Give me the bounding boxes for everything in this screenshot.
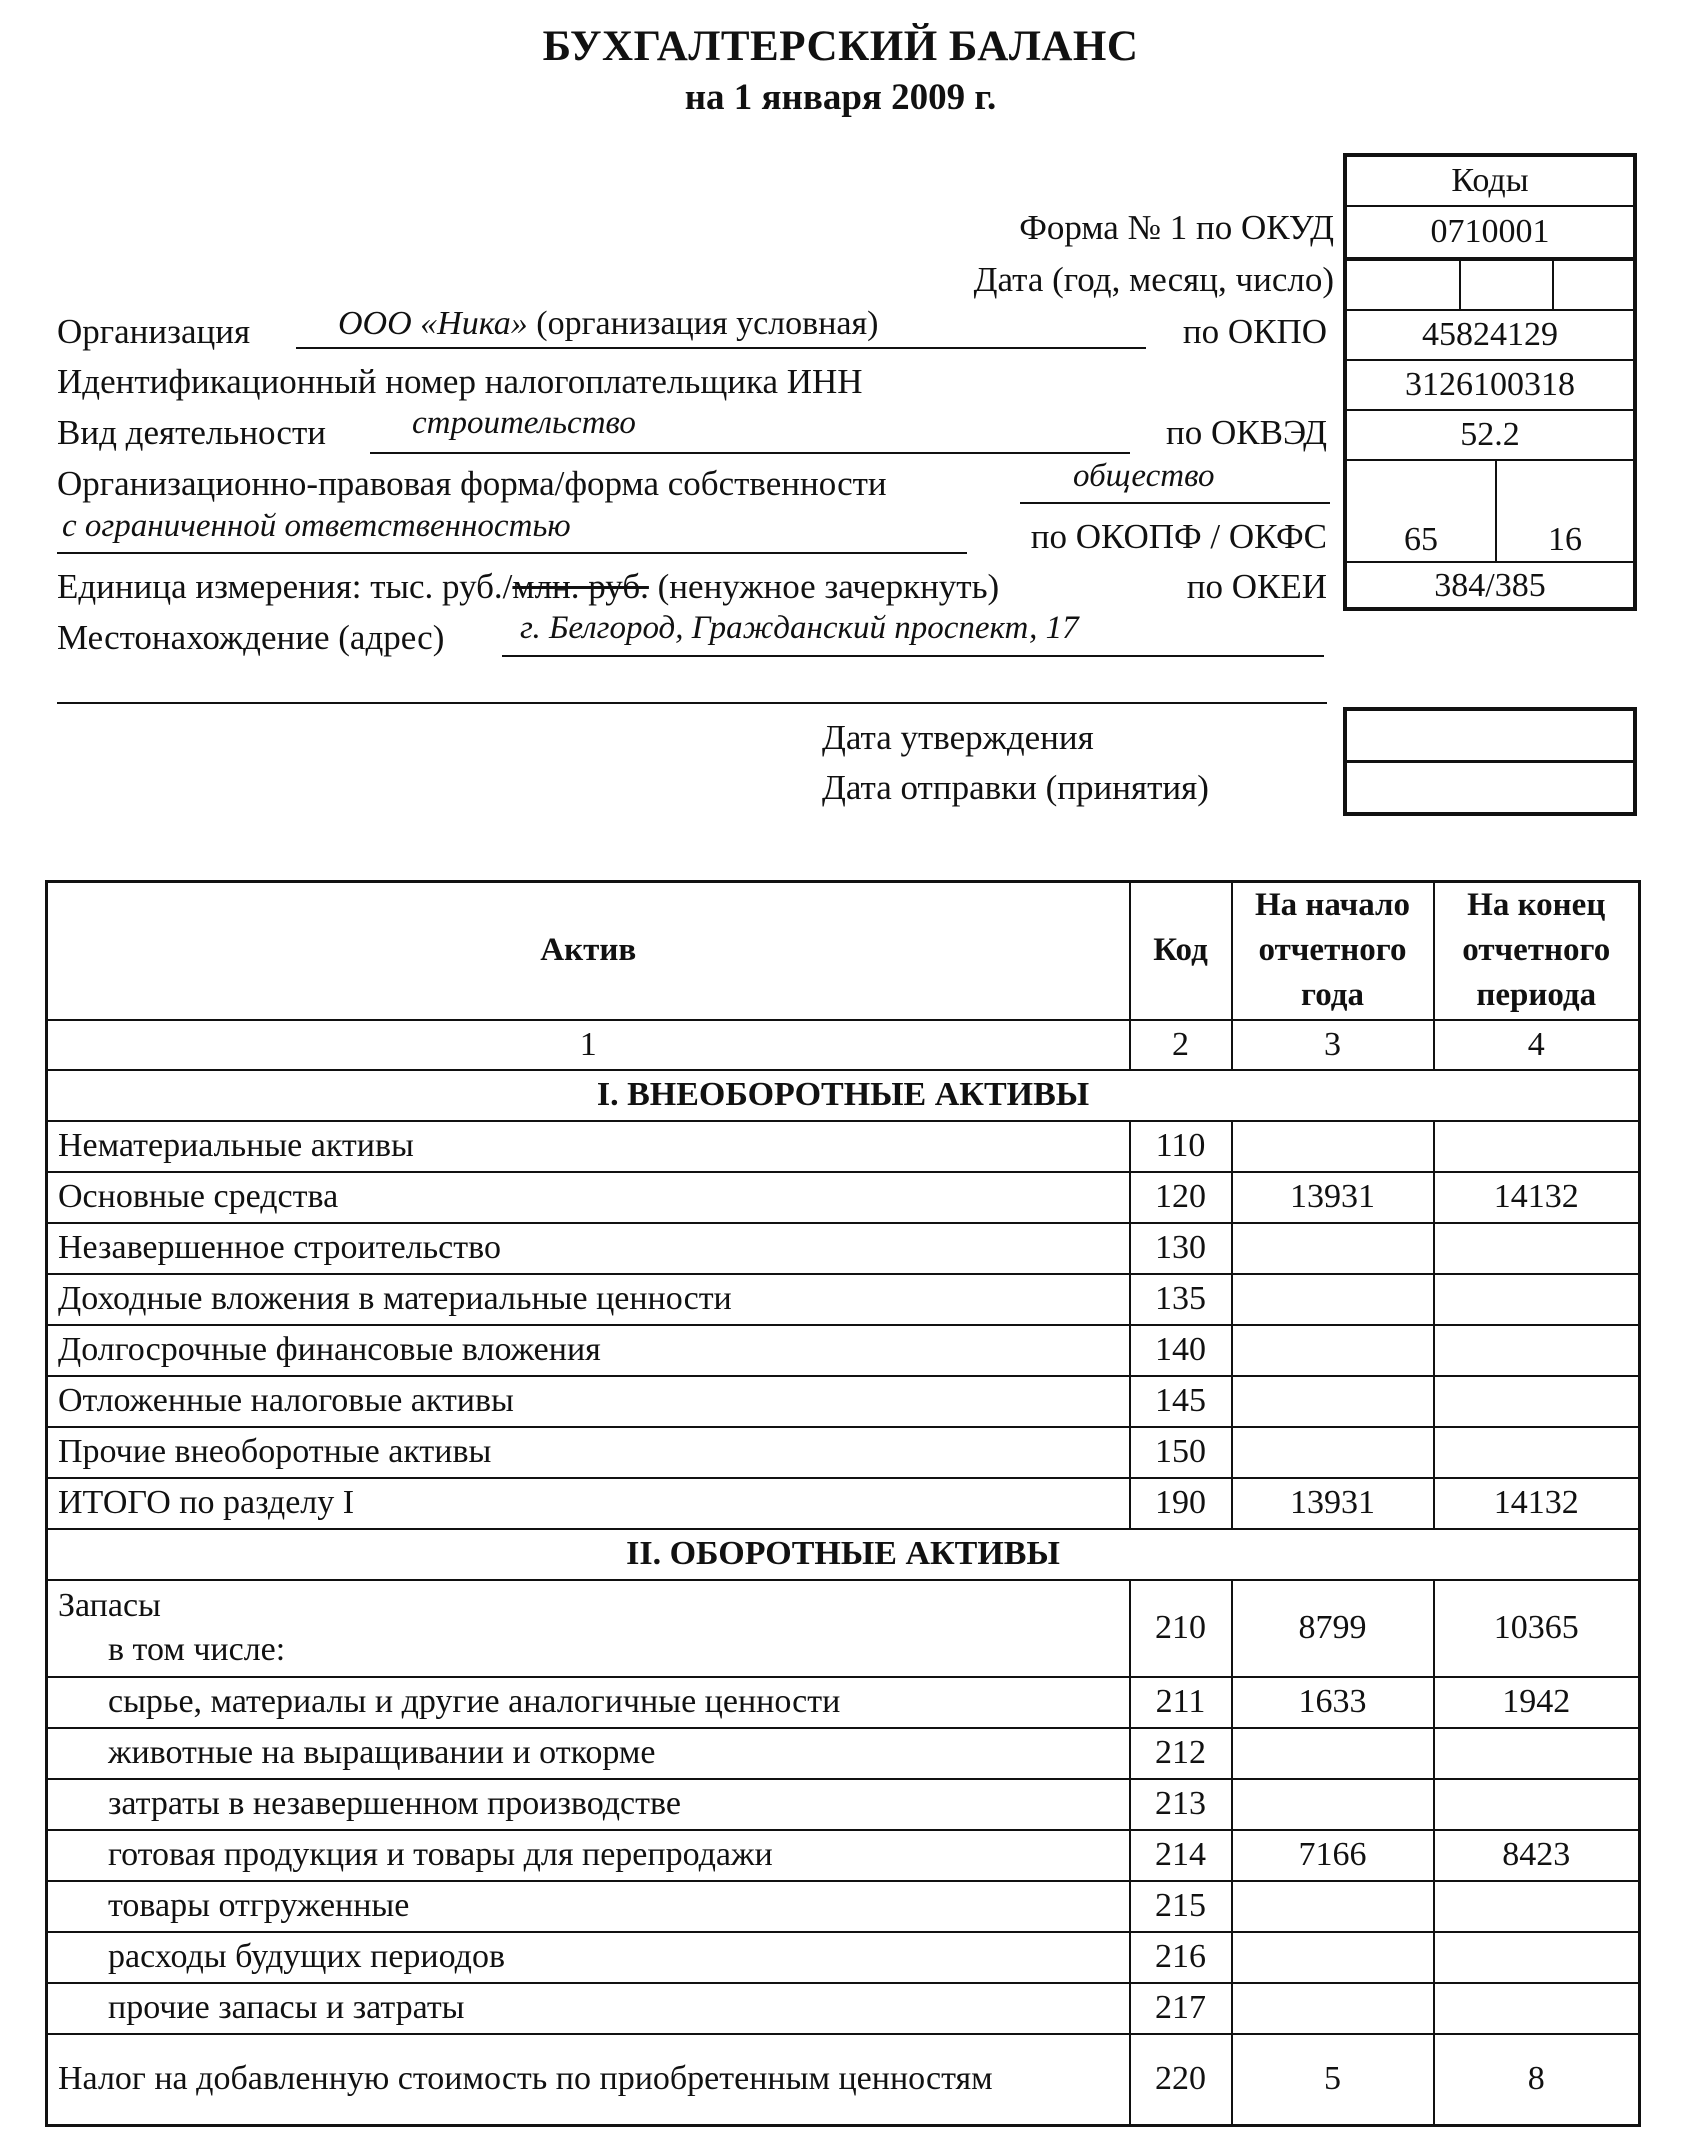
table-row: [47, 1779, 1640, 1830]
row-code: 211: [1130, 1677, 1232, 1728]
organization-value[interactable]: [338, 305, 878, 343]
table-row-inventory: [47, 1580, 1640, 1677]
row-start-value[interactable]: [1232, 1121, 1434, 1172]
header-start-line3: года: [1301, 977, 1364, 1014]
row-start-value[interactable]: 7166: [1232, 1830, 1434, 1881]
row-start-value[interactable]: [1232, 1376, 1434, 1427]
row-name: расходы будущих периодов: [47, 1932, 1130, 1983]
table-row: [47, 1121, 1640, 1172]
header-end-line1: На конец: [1467, 887, 1606, 924]
page-subtitle: на 1 января 2009 г.: [684, 77, 997, 118]
code-okved[interactable]: 52.2: [1347, 411, 1633, 461]
code-date-day[interactable]: [1552, 261, 1633, 309]
okei-label: по ОКЕИ: [1186, 567, 1327, 606]
row-code: 190: [1130, 1478, 1232, 1529]
table-row-vat: [47, 2034, 1640, 2126]
row-code: 210: [1130, 1580, 1232, 1677]
row-end-value[interactable]: 1942: [1434, 1677, 1640, 1728]
section-row: [47, 1070, 1640, 1121]
section-row: [47, 1529, 1640, 1580]
table-row: [47, 1677, 1640, 1728]
form-okud-label: Форма № 1 по ОКУД: [1019, 208, 1334, 247]
table-row: [47, 1983, 1640, 2034]
code-date: [1347, 261, 1633, 311]
column-number: 2: [1130, 1020, 1232, 1070]
code-okopf: 65: [1404, 521, 1438, 558]
row-end-value[interactable]: [1434, 1427, 1640, 1478]
header-asset: Актив: [47, 882, 1130, 1020]
column-number: 4: [1434, 1020, 1640, 1070]
okved-label: по ОКВЭД: [1166, 413, 1327, 452]
address-value[interactable]: г. Белгород, Гражданский проспект, 17: [520, 610, 1079, 646]
okopf-label: по ОКОПФ / ОКФС: [1030, 517, 1327, 556]
row-code: 120: [1130, 1172, 1232, 1223]
table-row-total: [47, 1478, 1640, 1529]
row-code: 214: [1130, 1830, 1232, 1881]
table-row: [47, 1427, 1640, 1478]
row-name: Прочие внеоборотные активы: [47, 1427, 1130, 1478]
inventory-name: Запасы: [58, 1587, 161, 1624]
table-header-row: [47, 882, 1640, 1020]
row-name: Налог на добавленную стоимость по приобретенным ценностям: [47, 2034, 1130, 2126]
address-underline-2: [57, 660, 1327, 704]
row-start-value[interactable]: 13931: [1232, 1478, 1434, 1529]
row-end-value[interactable]: [1434, 1728, 1640, 1779]
column-number: 3: [1232, 1020, 1434, 1070]
date-label: Дата (год, месяц, число): [973, 260, 1334, 299]
address-label: Местонахождение (адрес): [57, 618, 445, 657]
balance-table: [45, 880, 1641, 2127]
column-number: 1: [47, 1020, 1130, 1070]
section-title-noncurrent: I. ВНЕОБОРОТНЫЕ АКТИВЫ: [47, 1070, 1640, 1121]
table-row: [47, 1881, 1640, 1932]
row-start-value[interactable]: [1232, 1779, 1434, 1830]
row-end-value[interactable]: 10365: [1434, 1580, 1640, 1677]
row-start-value[interactable]: [1232, 1223, 1434, 1274]
table-row: [47, 1172, 1640, 1223]
row-end-value[interactable]: [1434, 1121, 1640, 1172]
row-name: товары отгруженные: [47, 1881, 1130, 1932]
code-okfs-cell[interactable]: [1497, 461, 1633, 561]
row-name: Нематериальные активы: [47, 1121, 1130, 1172]
row-code: 130: [1130, 1223, 1232, 1274]
row-start-value[interactable]: [1232, 1728, 1434, 1779]
row-end-value[interactable]: 8423: [1434, 1830, 1640, 1881]
table-row: [47, 1728, 1640, 1779]
row-end-value[interactable]: [1434, 1376, 1640, 1427]
activity-value[interactable]: строительство: [412, 405, 636, 441]
organization-name: ООО «Ника»: [338, 305, 528, 342]
row-end-value[interactable]: 14132: [1434, 1172, 1640, 1223]
code-date-year[interactable]: [1347, 261, 1461, 309]
legal-form-value-2[interactable]: с ограниченной ответственностью: [62, 508, 571, 544]
row-start-value[interactable]: [1232, 1983, 1434, 2034]
code-okfs: 16: [1548, 521, 1582, 558]
row-start-value[interactable]: [1232, 1274, 1434, 1325]
code-okei[interactable]: 384/385: [1434, 567, 1546, 604]
okpo-label: по ОКПО: [1182, 312, 1327, 351]
section-title-current: II. ОБОРОТНЫЕ АКТИВЫ: [47, 1529, 1640, 1580]
row-end-value[interactable]: 8: [1434, 2034, 1640, 2126]
unit-label: Единица измерения: тыс. руб./: [57, 567, 513, 606]
header-start: [1232, 882, 1434, 1020]
code-okopf-cell[interactable]: [1347, 461, 1497, 561]
table-row: [47, 1376, 1640, 1427]
row-code: 213: [1130, 1779, 1232, 1830]
row-name: [47, 1580, 1130, 1677]
row-code: 135: [1130, 1274, 1232, 1325]
table-row: [47, 1325, 1640, 1376]
codes-header: Коды: [1347, 157, 1633, 207]
row-end-value[interactable]: 14132: [1434, 1478, 1640, 1529]
activity-label: Вид деятельности: [57, 413, 326, 452]
row-name: Отложенные налоговые активы: [47, 1376, 1130, 1427]
code-okopf-okfs: [1347, 461, 1633, 563]
row-end-value[interactable]: [1434, 1325, 1640, 1376]
table-row: [47, 1274, 1640, 1325]
approval-date-field[interactable]: [1347, 711, 1633, 763]
row-name: животные на выращивании и откорме: [47, 1728, 1130, 1779]
unit-line: [57, 567, 999, 607]
inventory-sub: в том числе:: [108, 1631, 286, 1668]
approval-date-label: Дата утверждения: [822, 718, 1094, 757]
inn-label: Идентификационный номер налогоплательщика ИНН: [57, 362, 863, 401]
table-row: [47, 1932, 1640, 1983]
row-start-value[interactable]: 5: [1232, 2034, 1434, 2126]
header-start-line2: отчетного: [1258, 932, 1407, 969]
row-code: 150: [1130, 1427, 1232, 1478]
page-title: БУХГАЛТЕРСКИЙ БАЛАНС: [542, 23, 1139, 70]
row-code: 212: [1130, 1728, 1232, 1779]
row-start-value[interactable]: 13931: [1232, 1172, 1434, 1223]
row-code: 220: [1130, 2034, 1232, 2126]
codes-box: [1343, 153, 1637, 611]
code-okpo[interactable]: 45824129: [1347, 311, 1633, 361]
row-code: 140: [1130, 1325, 1232, 1376]
header-start-line1: На начало: [1254, 887, 1411, 924]
row-end-value[interactable]: [1434, 1881, 1640, 1932]
row-code: 217: [1130, 1983, 1232, 2034]
row-start-value[interactable]: [1232, 1325, 1434, 1376]
legal-form-value-1[interactable]: общество: [1073, 458, 1215, 494]
code-okud[interactable]: 0710001: [1347, 207, 1633, 261]
unit-note: (ненужное зачеркнуть): [657, 567, 1000, 606]
organization-label: Организация: [57, 312, 251, 351]
table-row: [47, 1830, 1640, 1881]
header-end: [1434, 882, 1640, 1020]
unit-struck: млн. руб.: [512, 567, 649, 606]
row-name: Незавершенное строительство: [47, 1223, 1130, 1274]
row-start-value[interactable]: [1232, 1427, 1434, 1478]
row-name: Основные средства: [47, 1172, 1130, 1223]
row-code: 145: [1130, 1376, 1232, 1427]
header-end-line3: периода: [1476, 977, 1597, 1014]
organization-note: (организация условная): [536, 305, 879, 342]
row-end-value[interactable]: [1434, 1223, 1640, 1274]
row-start-value[interactable]: 1633: [1232, 1677, 1434, 1728]
header-code: Код: [1130, 882, 1232, 1020]
row-name: сырье, материалы и другие аналогичные ценности: [47, 1677, 1130, 1728]
row-end-value[interactable]: [1434, 1779, 1640, 1830]
row-end-value[interactable]: [1434, 1274, 1640, 1325]
row-code: 110: [1130, 1121, 1232, 1172]
row-name: прочие запасы и затраты: [47, 1983, 1130, 2034]
row-start-value[interactable]: [1232, 1932, 1434, 1983]
sending-date-label: Дата отправки (принятия): [822, 768, 1209, 807]
row-name: ИТОГО по разделу I: [47, 1478, 1130, 1529]
legal-form-label: Организационно-правовая форма/форма собственности: [57, 464, 887, 503]
row-name: Долгосрочные финансовые вложения: [47, 1325, 1130, 1376]
sending-date-field[interactable]: [1347, 763, 1633, 812]
row-start-value[interactable]: [1232, 1881, 1434, 1932]
table-row: [47, 1223, 1640, 1274]
dates-box: [1343, 707, 1637, 816]
row-name: затраты в незавершенном производстве: [47, 1779, 1130, 1830]
header-end-line2: отчетного: [1462, 932, 1611, 969]
code-date-month[interactable]: [1459, 261, 1554, 309]
row-end-value[interactable]: [1434, 1932, 1640, 1983]
row-code: 216: [1130, 1932, 1232, 1983]
row-start-value[interactable]: 8799: [1232, 1580, 1434, 1677]
row-code: 215: [1130, 1881, 1232, 1932]
code-inn[interactable]: 3126100318: [1347, 361, 1633, 411]
row-name: Доходные вложения в материальные ценности: [47, 1274, 1130, 1325]
column-numbers-row: [47, 1020, 1640, 1070]
row-name: готовая продукция и товары для перепродажи: [47, 1830, 1130, 1881]
row-end-value[interactable]: [1434, 1983, 1640, 2034]
